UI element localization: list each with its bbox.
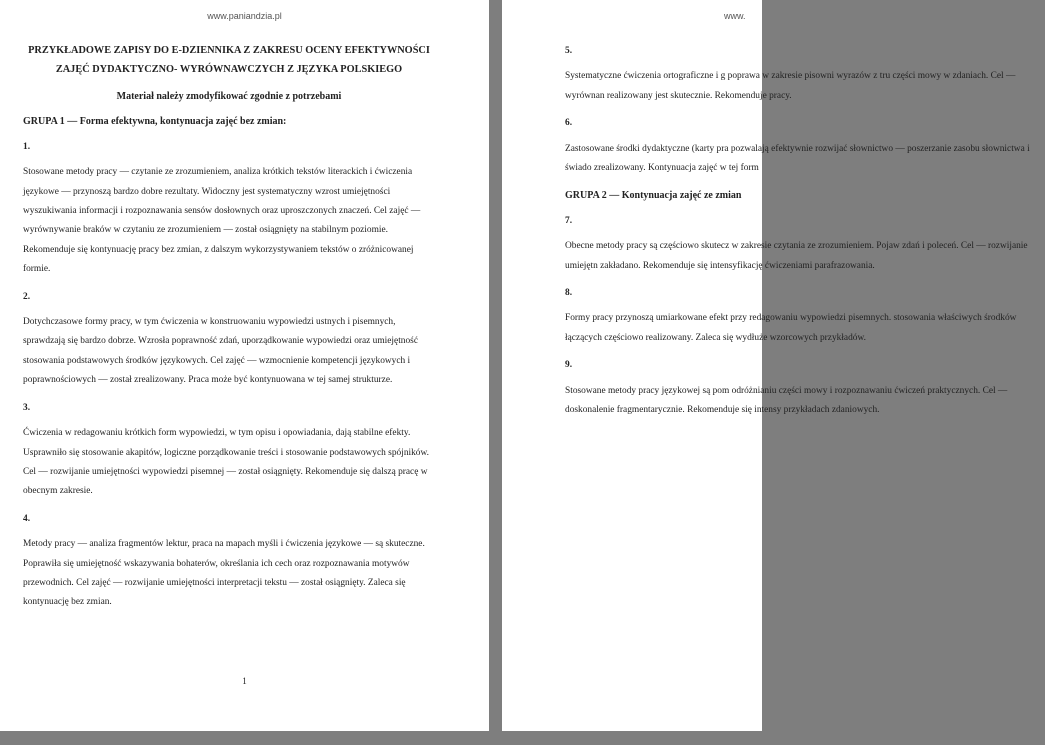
document-subtitle: Materiał należy zmodyfikować zgodnie z potrzebami [116,91,342,102]
item-number: 9. [565,360,573,371]
item-number: 8. [565,288,573,299]
item-number: 1. [23,141,31,152]
page-number: 1 [242,676,247,686]
document-title: PRZYKŁADOWE ZAPISY DO E-DZIENNIKA Z ZAKRESU OCENY EFEKTYWNOŚCI ZAJĘĆ DYDAKTYCZNO- WYRÓWNAWCZYCH Z JĘZYKA POLSKIEGO [28,45,430,75]
item-number: 4. [23,513,31,524]
item-paragraph: Zastosowane środki dydaktyczne (karty pra pozwalają efektywnie rozwijać słownictwo — poszerzanie zasobu słownictwa i świado zrealizowany. Kontynuacja zajęć w tej form [565,143,1030,174]
item-paragraph: Dotychczasowe formy pracy, w tym ćwiczenia w konstruowaniu wypowiedzi ustnych i pisemnych, sprawdzają się bardzo dobrze. Wzrosła poprawność zdań, uporządkowanie wypowiedzi oraz umiejętność stosowania podstawowych środków językowych. Cel zajęć — wzmocnienie kompetencji językowych i poprawnościowych — został zrealizowany. Praca może być kontynuowana w tej samej strukturze. [23,317,418,386]
item-paragraph: Systematyczne ćwiczenia ortograficzne i g poprawa w zakresie pisowni wyrazów z tru części mowy w zdaniach. Cel — wyrównan realizowany jest skutecznie. Rekomenduje pracy. [565,71,1016,101]
page-content-left [23,41,435,621]
item-number: 6. [565,118,573,129]
item-paragraph: Stosowane metody pracy językowej są pom odróżnianiu części mowy i rozpoznawaniu ćwiczeń praktycznych. Cel — doskonalenie fragmentarycznie. Rekomenduje się intensy przykładach zdaniowych. [565,385,1008,416]
item-number: 7. [565,215,573,226]
site-header-partial: www. [724,11,746,21]
item-paragraph: Ćwiczenia w redagowaniu krótkich form wypowiedzi, w tym opisu i opowiadania, dają stabilne efekty. Usprawniło się stosowanie akapitów, logiczne porządkowanie treści i stosowanie podstawowych spójników. Cel — rozwijanie umiejętności wypowiedzi pisemnej — został osiągnięty. Rekomenduje się dalszą pracę w obecnym zakresie. [23,428,429,497]
item-paragraph: Stosowane metody pracy — czytanie ze zrozumieniem, analiza krótkich tekstów literackich i ćwiczenia językowe — przynoszą bardzo dobre rezultaty. Widoczny jest systematyczny wzrost umiejętności wyszukiwania informacji i rozpoznawania sensów dosłownych oraz uproszczonych znaczeń. Cel zajęć — wyrównywanie braków w czytaniu ze zrozumieniem — został osiągnięty na stabilnym poziomie. Rekomenduje się kontynuację pracy bez zmian, z dalszym wykorzystywaniem tekstów o zróżnicowanej formie. [23,167,421,275]
group-2-heading: GRUPA 2 — Kontynuacja zajęć ze zmian [565,190,742,202]
document-page-right [502,0,1030,731]
item-paragraph: Obecne metody pracy są częściowo skutecz w zakresie czytania ze zrozumieniem. Pojaw zdań i poleceń. Cel — rozwijanie umiejętn zakładano. Rekomenduje się intensyfikację ćwiczeniami parafrazowania. [565,241,1028,271]
item-paragraph: Formy pracy przynoszą umiarkowane efekt przy redagowaniu wypowiedzi pisemnych. stosowania właściwych środków łączących częściowo realizowany. Zaleca się wydłuże wzorcowych przykładów. [565,313,1017,343]
group-1-heading: GRUPA 1 — Forma efektywna, kontynuacja zajęć bez zmian: [23,116,287,128]
document-page-left [0,0,489,731]
site-header: www.paniandzia.pl [207,11,282,21]
item-number: 5. [565,46,573,56]
item-number: 3. [23,402,31,413]
page-content-right [565,42,1045,429]
item-number: 2. [23,291,31,302]
item-paragraph: Metody pracy — analiza fragmentów lektur, praca na mapach myśli i ćwiczenia językowe — są skuteczne. Poprawiła się umiejętność wskazywania bohaterów, określania ich cech oraz rozpoznawania motywów przewodnich. Cel zajęć — rozwijanie umiejętności interpretacji tekstu — został osiągnięty. Zaleca się kontynuację bez zmian. [23,539,425,608]
